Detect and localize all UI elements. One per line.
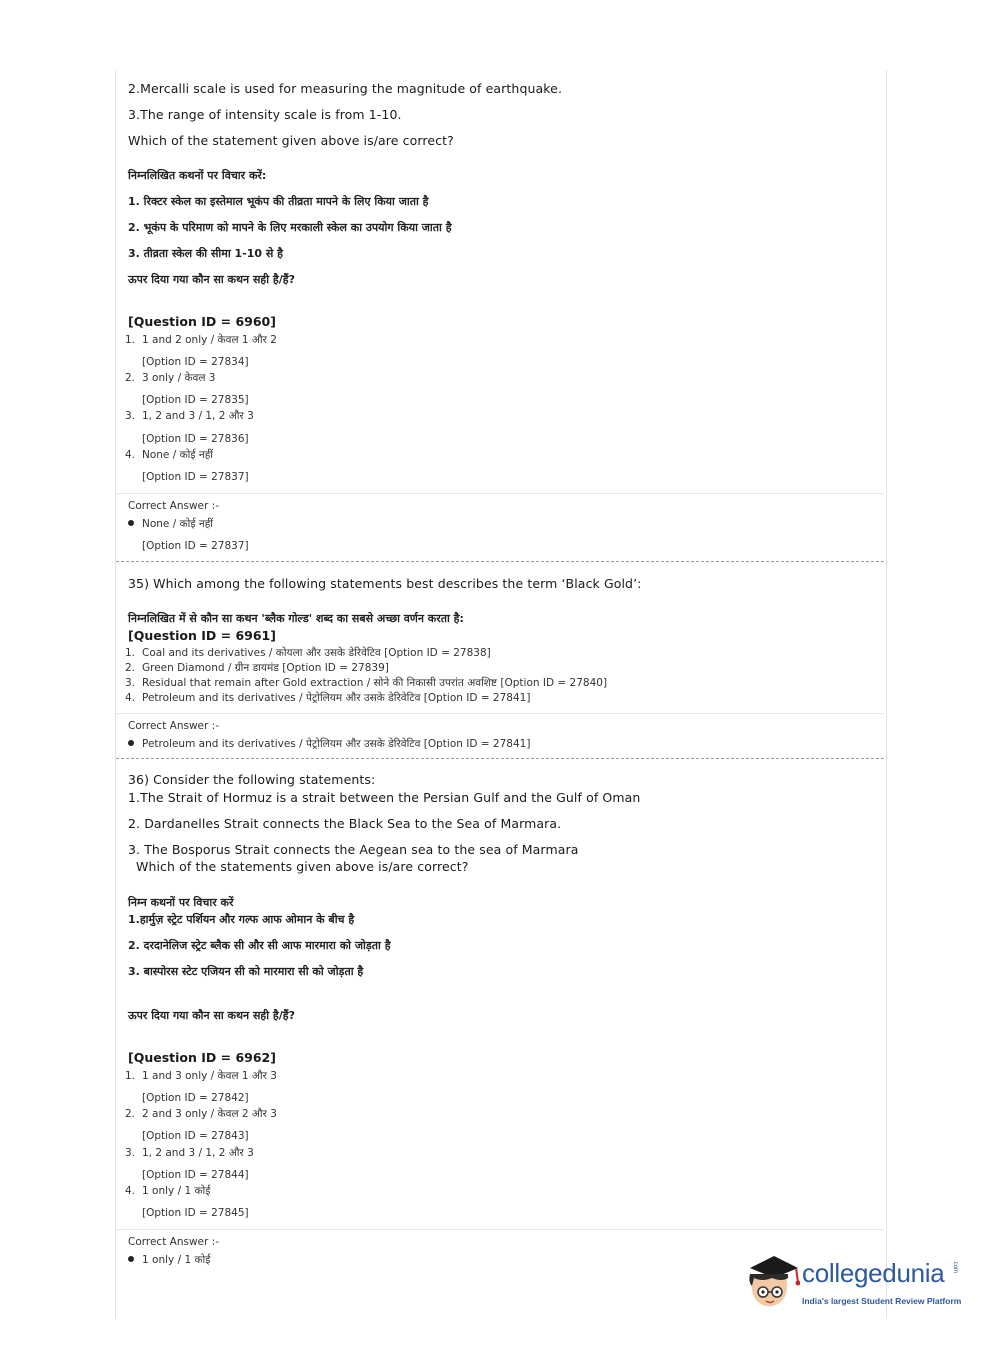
q36-hindi-statement-2: 2. दरदानेलिज स्ट्रेट ब्लैक सी और सी आफ मारमारा को जोड़ता है xyxy=(128,939,391,952)
q35-correct-answer-label: Correct Answer :- xyxy=(128,720,219,732)
q34-option-2-id: [Option ID = 27835] xyxy=(142,394,249,406)
q35-option-4: 4. Petroleum and its derivatives / पेट्रोलियम और उसके डेरिवेटिव [Option ID = 27841] xyxy=(125,692,531,704)
q35-hindi-title: निम्नलिखित में से कौन सा कथन 'ब्लैक गोल्ड' शब्द का सबसे अच्छा वर्णन करता है: xyxy=(128,612,464,625)
q34-option-1-id: [Option ID = 27834] xyxy=(142,356,249,368)
q34-correct-answer: None / कोई नहीं xyxy=(128,517,213,531)
q34-option-3-id: [Option ID = 27836] xyxy=(142,433,249,445)
q34-option-4-id: [Option ID = 27837] xyxy=(142,471,249,483)
q34-option-4: 4. None / कोई नहीं xyxy=(125,449,214,461)
bullet-icon xyxy=(128,1256,134,1262)
q34-hindi-statement-2: 2. भूकंप के परिमाण को मापने के लिए मरकाली स्केल का उपयोग किया जाता है xyxy=(128,221,452,234)
q36-option-1: 1. 1 and 3 only / केवल 1 और 3 xyxy=(125,1070,277,1082)
q36-question: Which of the statements given above is/are correct? xyxy=(136,859,469,874)
q36-statement-1: 1.The Strait of Hormuz is a strait between the Persian Gulf and the Gulf of Oman xyxy=(128,790,641,805)
q34-hindi-intro: निम्नलिखित कथनों पर विचार करें: xyxy=(128,169,267,182)
student-mascot-icon xyxy=(742,1252,800,1314)
q35-option-3: 3. Residual that remain after Gold extraction / सोने की निकासी उपरांत अवशिष्ट [Option ID = 27840] xyxy=(125,677,608,689)
q34-hindi-question: ऊपर दिया गया कौन सा कथन सही है/हैं? xyxy=(128,273,296,286)
q34-statement-3: 3.The range of intensity scale is from 1-10. xyxy=(128,107,402,122)
divider xyxy=(116,493,884,494)
logo-tagline: India's largest Student Review Platform xyxy=(802,1296,962,1306)
bullet-icon xyxy=(128,520,134,526)
q36-option-2-id: [Option ID = 27843] xyxy=(142,1130,249,1142)
q34-option-2: 2. 3 only / केवल 3 xyxy=(125,372,216,384)
q36-question-id: [Question ID = 6962] xyxy=(128,1050,276,1065)
q34-statement-2: 2.Mercalli scale is used for measuring the magnitude of earthquake. xyxy=(128,81,563,96)
q34-hindi-statement-3: 3. तीव्रता स्केल की सीमा 1-10 से है xyxy=(128,247,283,260)
q36-hindi-intro: निम्न कथनों पर विचार करें xyxy=(128,896,234,909)
collegedunia-logo[interactable] xyxy=(742,1252,972,1316)
question-separator xyxy=(116,561,884,562)
logo-wordmark: collegedunia xyxy=(802,1258,945,1288)
q36-hindi-statement-1: 1.हार्मुज़ स्ट्रेट पर्शियन और गल्फ आफ ओमान के बीच है xyxy=(128,913,355,926)
q36-statement-3: 3. The Bosporus Strait connects the Aegean sea to the sea of Marmara xyxy=(128,842,579,857)
q35-option-2: 2. Green Diamond / ग्रीन डायमंड [Option ID = 27839] xyxy=(125,662,389,674)
q36-title: 36) Consider the following statements: xyxy=(128,772,376,787)
q34-correct-answer-id: [Option ID = 27837] xyxy=(142,540,249,552)
q36-option-4: 4. 1 only / 1 कोई xyxy=(125,1185,211,1197)
divider xyxy=(116,713,884,714)
q34-option-1: 1. 1 and 2 only / केवल 1 और 2 xyxy=(125,334,277,346)
q36-option-1-id: [Option ID = 27842] xyxy=(142,1092,249,1104)
q34-question: Which of the statement given above is/are correct? xyxy=(128,133,454,148)
q36-option-2: 2. 2 and 3 only / केवल 2 और 3 xyxy=(125,1108,277,1120)
q35-option-1: 1. Coal and its derivatives / कोयला और उसके डेरिवेटिव [Option ID = 27838] xyxy=(125,647,491,659)
q36-hindi-statement-3: 3. बास्पोरस स्टेट एजियन सी को मारमारा सी को जोड़ता है xyxy=(128,965,364,978)
q34-question-id: [Question ID = 6960] xyxy=(128,314,276,329)
divider xyxy=(116,1229,884,1230)
q34-hindi-statement-1: 1. रिक्टर स्केल का इस्तेमाल भूकंप की तीव्रता मापने के लिए किया जाता है xyxy=(128,195,429,208)
q36-option-3: 3. 1, 2 and 3 / 1, 2 और 3 xyxy=(125,1147,254,1159)
q36-correct-answer: 1 only / 1 कोई xyxy=(128,1253,210,1267)
q35-correct-answer: Petroleum and its derivatives / पेट्रोलियम और उसके डेरिवेटिव [Option ID = 27841] xyxy=(128,737,530,751)
logo-com-suffix: .com xyxy=(952,1260,958,1274)
q36-hindi-question: ऊपर दिया गया कौन सा कथन सही है/हैं? xyxy=(128,1009,296,1022)
q36-statement-2: 2. Dardanelles Strait connects the Black Sea to the Sea of Marmara. xyxy=(128,816,562,831)
q35-question-id: [Question ID = 6961] xyxy=(128,628,276,643)
q36-option-3-id: [Option ID = 27844] xyxy=(142,1169,249,1181)
q34-option-3: 3. 1, 2 and 3 / 1, 2 और 3 xyxy=(125,410,254,422)
q35-title: 35) Which among the following statements best describes the term ‘Black Gold’: xyxy=(128,576,642,591)
q36-option-4-id: [Option ID = 27845] xyxy=(142,1207,249,1219)
q36-correct-answer-label: Correct Answer :- xyxy=(128,1236,219,1248)
question-separator xyxy=(116,758,884,759)
q34-correct-answer-label: Correct Answer :- xyxy=(128,500,219,512)
bullet-icon xyxy=(128,740,134,746)
